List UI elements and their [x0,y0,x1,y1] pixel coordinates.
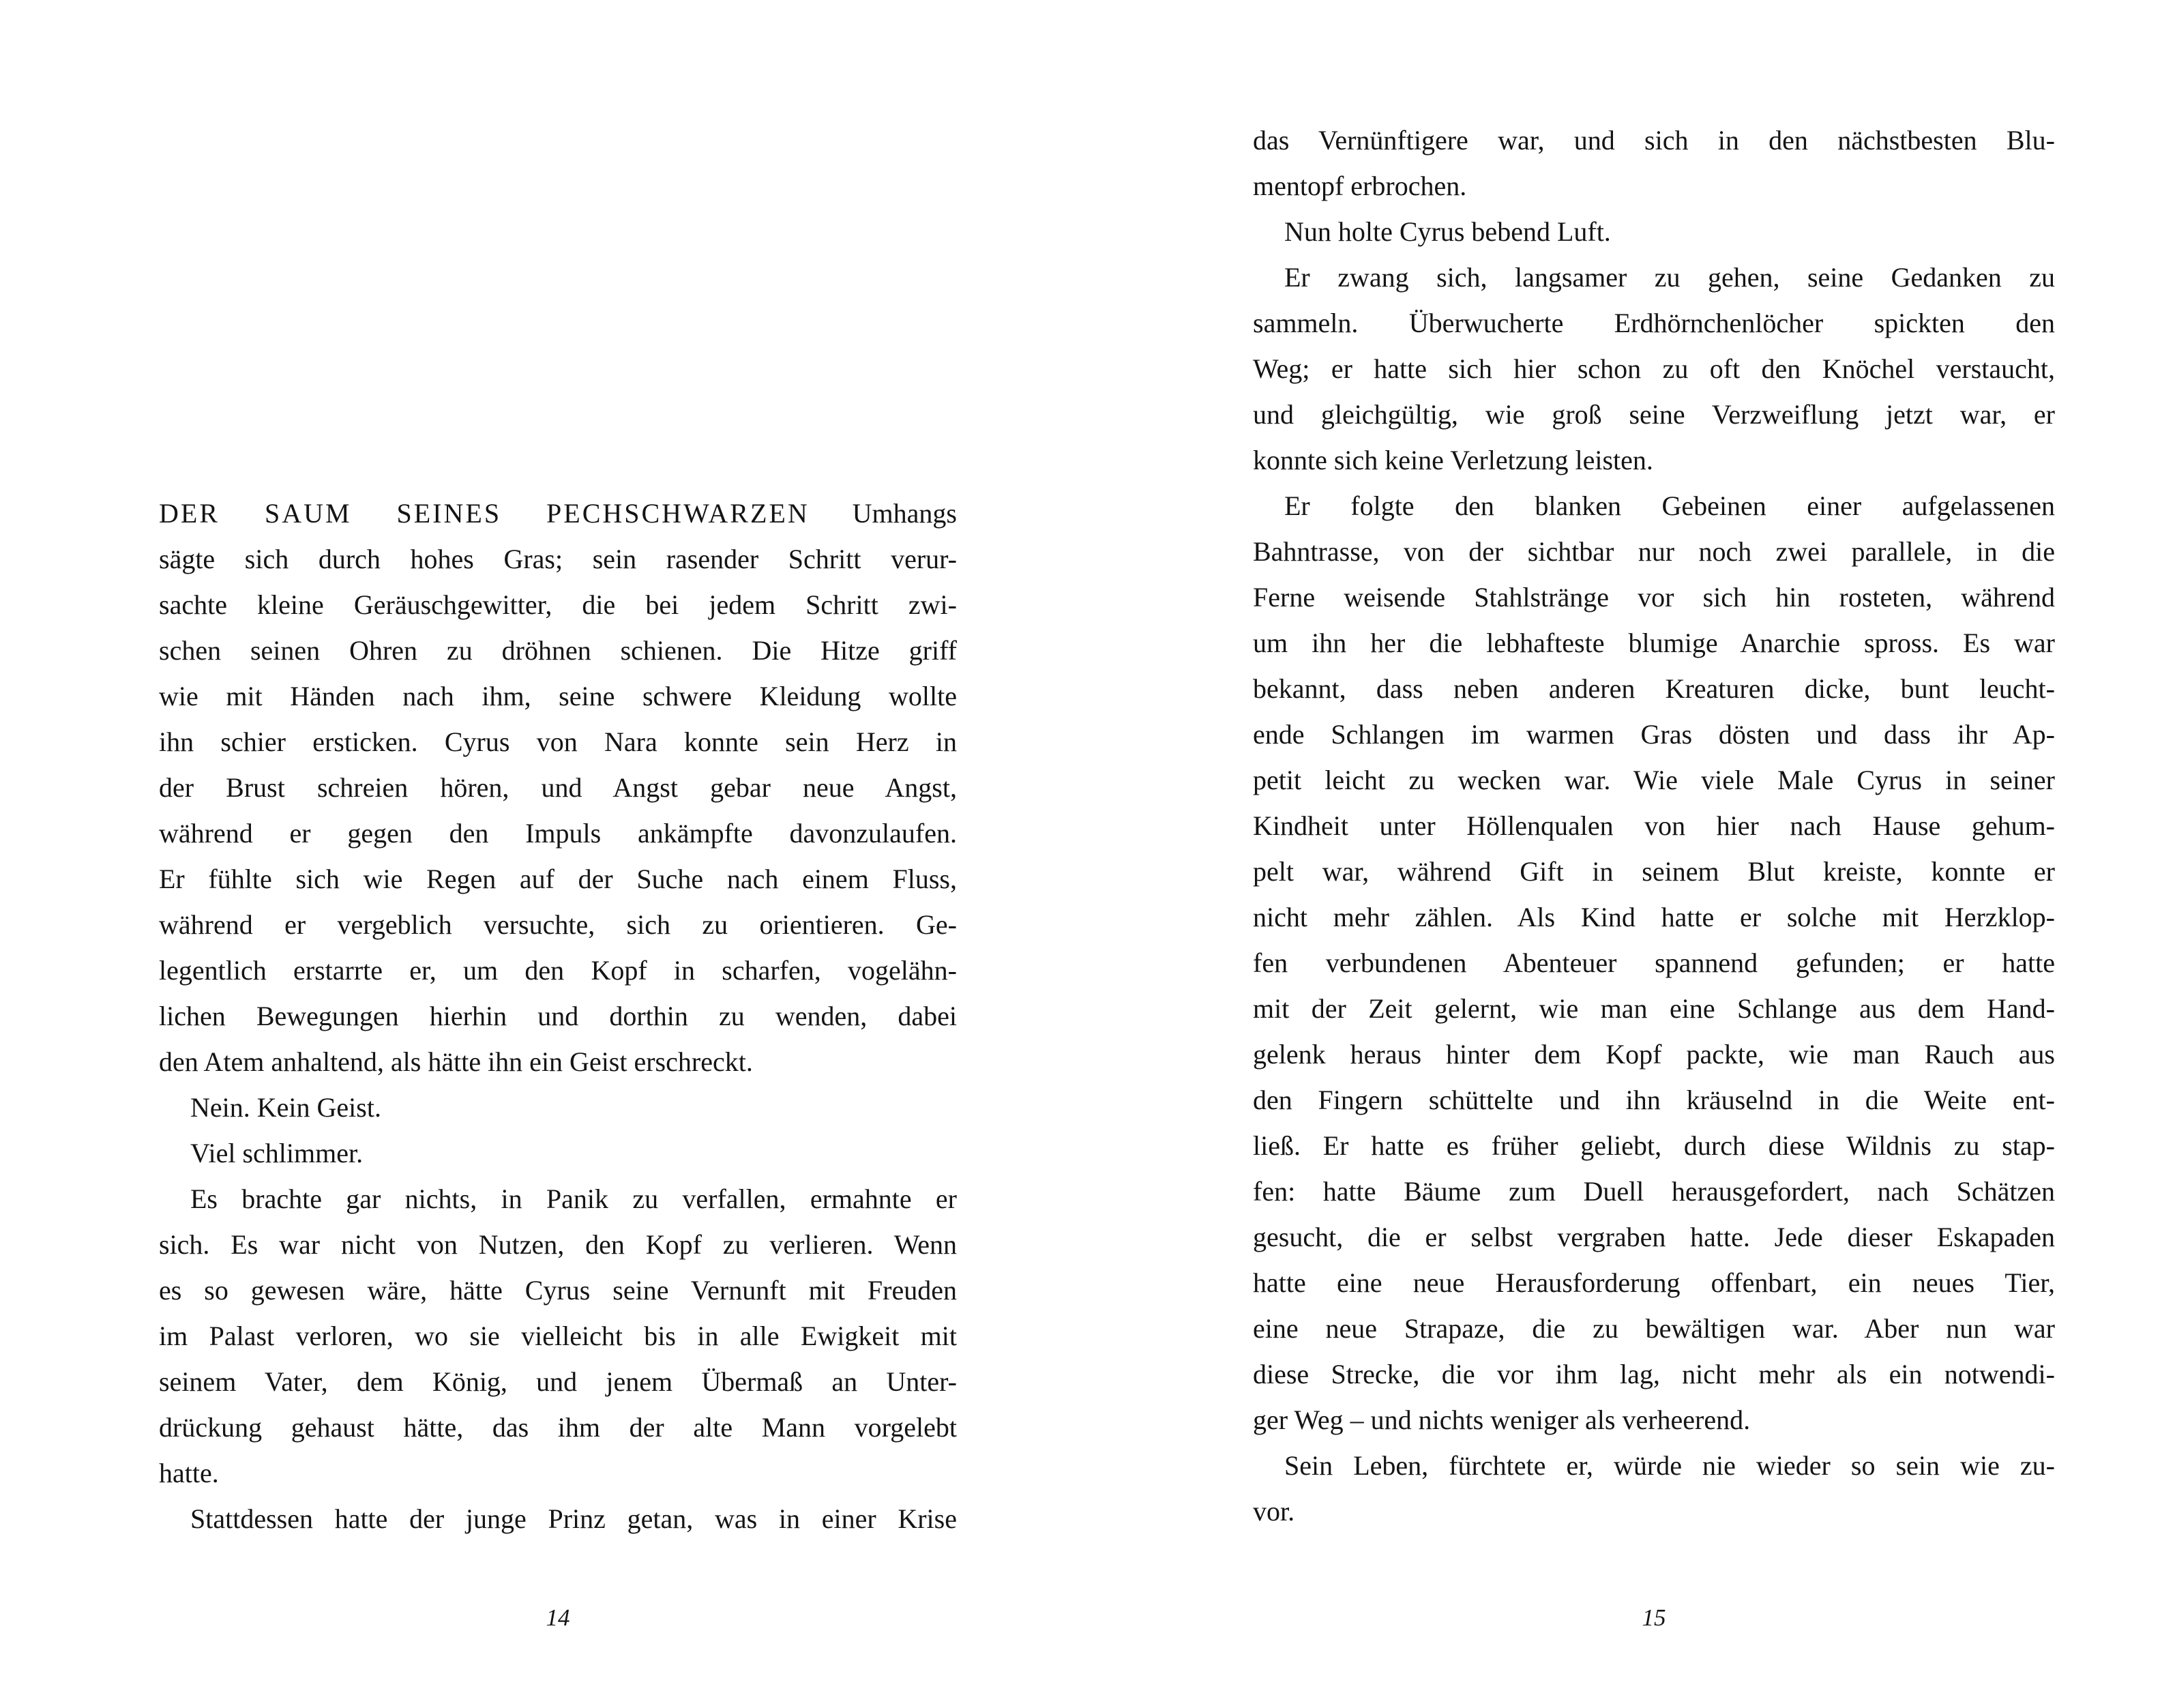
text-line: legentlich erstarrte er, um den Kopf in scharfen, vogelähn- [159,955,957,986]
text-line: während er gegen den Impuls ankämpfte davonzulaufen. [159,818,957,849]
text-line: sammeln. Überwucherte Erdhörnchenlöcher spickten den [1253,308,2055,338]
text-line: ihn schier ersticken. Cyrus von Nara konnte sein Herz in [159,726,957,757]
text-line: pelt war, während Gift in seinem Blut kreiste, konnte er [1253,856,2055,887]
right-page-text-column [1253,117,2055,1534]
text-line: sachte kleine Geräuschgewitter, die bei jedem Schritt zwi- [159,589,957,620]
text-line: mit der Zeit gelernt, wie man eine Schlange aus dem Hand- [1253,993,2055,1024]
text-line: Kindheit unter Höllenqualen von hier nach Hause gehum- [1253,810,2055,841]
text-line: Weg; er hatte sich hier schon zu oft den Knöchel verstaucht, [1253,353,2055,384]
page-number-left: 14 [546,1604,570,1631]
text-line: ger Weg – und nichts weniger als verheerend. [1253,1404,1751,1435]
text-line: es so gewesen wäre, hätte Cyrus seine Vernunft mit Freuden [159,1275,957,1306]
page-number-right: 15 [1642,1604,1666,1631]
text-line: Sein Leben, fürchtete er, würde nie wieder so sein wie zu- [1284,1450,2055,1481]
text-line: ende Schlangen im warmen Gras dösten und dass ihr Ap- [1253,719,2055,750]
text-line: hatte. [159,1458,219,1488]
text-line: hatte eine neue Herausforderung offenbart, ein neues Tier, [1253,1267,2055,1298]
text-line: Bahntrasse, von der sichtbar nur noch zwei parallele, in die [1253,536,2055,567]
text-line: bekannt, dass neben anderen Kreaturen dicke, bunt leucht- [1253,673,2055,704]
text-line: nicht mehr zählen. Als Kind hatte er solche mit Herzklop- [1253,902,2055,932]
text-line: sägte sich durch hohes Gras; sein rasender Schritt verur- [159,544,957,574]
text-line: Nun holte Cyrus bebend Luft. [1284,216,1611,247]
text-line: das Vernünftigere war, und sich in den nächstbesten Blu- [1253,125,2055,156]
text-line: petit leicht zu wecken war. Wie viele Male Cyrus in seiner [1253,765,2055,795]
text-line: um ihn her die lebhafteste blumige Anarchie spross. Es war [1253,628,2055,658]
text-line: Viel schlimmer. [190,1138,364,1168]
text-line: und gleichgültig, wie groß seine Verzweiflung jetzt war, er [1253,399,2055,430]
text-line: lichen Bewegungen hierhin und dorthin zu wenden, dabei [159,1001,957,1031]
text-line: während er vergeblich versuchte, sich zu orientieren. Ge- [159,909,957,940]
text-line: gesucht, die er selbst vergraben hatte. Jede dieser Eskapaden [1253,1222,2055,1252]
text-line: Er fühlte sich wie Regen auf der Suche nach einem Fluss, [159,864,957,894]
text-line: wie mit Händen nach ihm, seine schwere Kleidung wollte [159,681,957,711]
text-line: vor. [1253,1496,1295,1527]
text-line: DER SAUM SEINES PECHSCHWARZEN Umhangs [159,498,957,529]
text-line: fen: hatte Bäume zum Duell herausgefordert, nach Schätzen [1253,1176,2055,1207]
text-line: fen verbundenen Abenteuer spannend gefunden; er hatte [1253,947,2055,978]
text-line: den Fingern schüttelte und ihn kräuselnd in die Weite ent- [1253,1085,2055,1115]
text-line: sich. Es war nicht von Nutzen, den Kopf zu verlieren. Wenn [159,1229,957,1260]
text-line: drückung gehaust hätte, das ihm der alte Mann vorgelebt [159,1412,957,1443]
text-line: Es brachte gar nichts, in Panik zu verfallen, ermahnte er [190,1183,957,1214]
text-line: eine neue Strapaze, die zu bewältigen war. Aber nun war [1253,1313,2055,1344]
text-line: Stattdessen hatte der junge Prinz getan, was in einer Krise [190,1503,957,1534]
left-page-text-column [159,490,957,1542]
text-line: den Atem anhaltend, als hätte ihn ein Geist erschreckt. [159,1046,753,1077]
text-line: Er folgte den blanken Gebeinen einer aufgelassenen [1284,490,2055,521]
text-line: Ferne weisende Stahlstränge vor sich hin rosteten, während [1253,582,2055,613]
text-line: Nein. Kein Geist. [190,1092,381,1123]
chapter-opening-caps: DER SAUM SEINES PECHSCHWARZEN [159,498,810,529]
text-line: der Brust schreien hören, und Angst gebar neue Angst, [159,772,957,803]
text-line: gelenk heraus hinter dem Kopf packte, wie man Rauch aus [1253,1039,2055,1070]
text-line: seinem Vater, dem König, und jenem Übermaß an Unter- [159,1366,957,1397]
text-line: im Palast verloren, wo sie vielleicht bis in alle Ewigkeit mit [159,1321,957,1351]
text-line: konnte sich keine Verletzung leisten. [1253,445,1653,475]
text-line: schen seinen Ohren zu dröhnen schienen. Die Hitze griff [159,635,957,666]
text-line: ließ. Er hatte es früher geliebt, durch diese Wildnis zu stap- [1253,1130,2055,1161]
text-line: Er zwang sich, langsamer zu gehen, seine Gedanken zu [1284,262,2055,293]
text-line: mentopf erbrochen. [1253,171,1467,201]
text-line: diese Strecke, die vor ihm lag, nicht mehr als ein notwendi- [1253,1359,2055,1389]
